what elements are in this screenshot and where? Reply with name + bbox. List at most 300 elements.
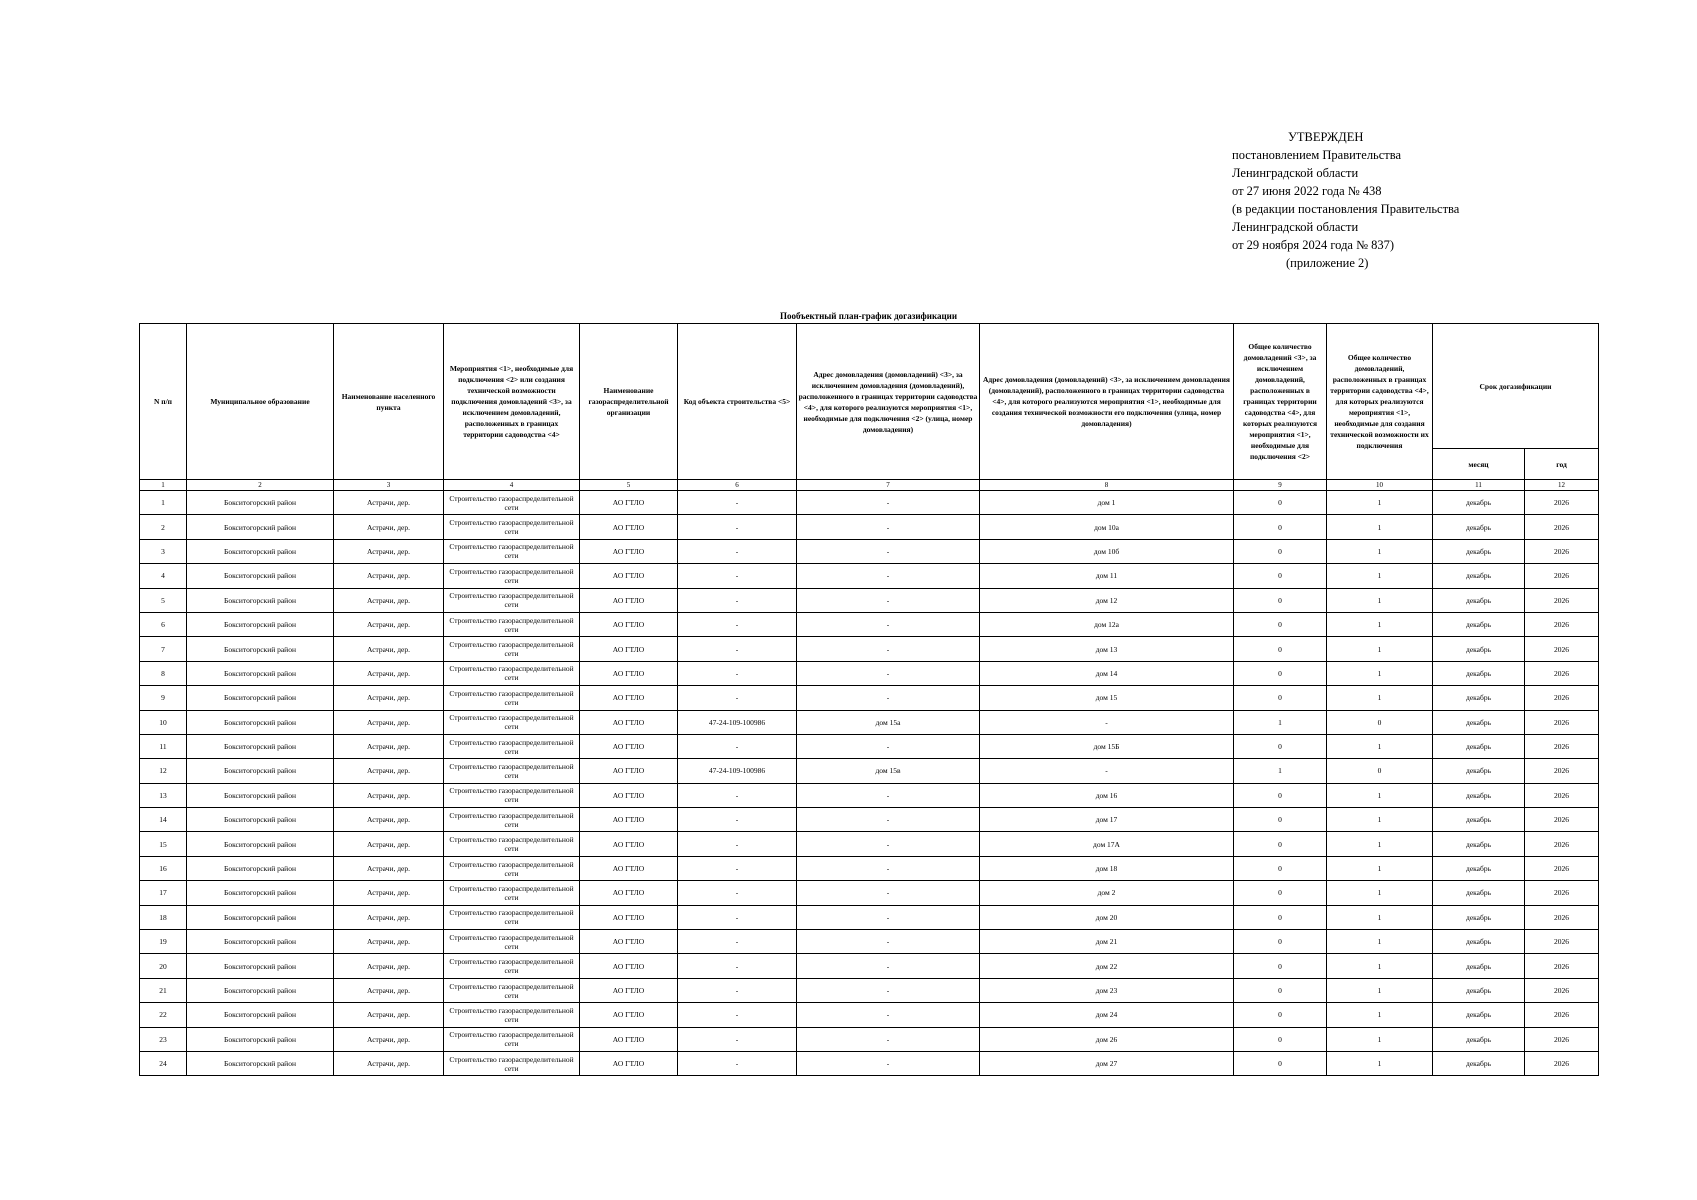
object-code-cell: -: [678, 686, 797, 710]
measure-cell: Строительство газораспределительной сети: [444, 564, 580, 588]
year-cell: 2026: [1525, 832, 1599, 856]
year-cell: 2026: [1525, 1027, 1599, 1051]
month-cell: декабрь: [1433, 491, 1525, 515]
measure-cell: Строительство газораспределительной сети: [444, 1051, 580, 1075]
table-row: [140, 686, 1599, 710]
count-connection-cell: 1: [1234, 759, 1327, 783]
organization-cell: АО ГТЛО: [580, 954, 678, 978]
month-cell: декабрь: [1433, 564, 1525, 588]
row-number: 18: [140, 905, 187, 929]
measure-cell: Строительство газораспределительной сети: [444, 637, 580, 661]
address-connection-cell: -: [797, 856, 980, 880]
row-number: 1: [140, 491, 187, 515]
object-code-cell: -: [678, 564, 797, 588]
month-cell: декабрь: [1433, 954, 1525, 978]
organization-cell: АО ГТЛО: [580, 491, 678, 515]
address-connection-cell: -: [797, 588, 980, 612]
count-connection-cell: 0: [1234, 612, 1327, 636]
measure-cell: Строительство газораспределительной сети: [444, 759, 580, 783]
table-row: [140, 1003, 1599, 1027]
column-number: 4: [444, 480, 580, 491]
row-number: 24: [140, 1051, 187, 1075]
header-gas-organization: Наименование газораспределительной организации: [580, 324, 678, 480]
count-connection-cell: 0: [1234, 930, 1327, 954]
year-cell: 2026: [1525, 491, 1599, 515]
measure-cell: Строительство газораспределительной сети: [444, 1003, 580, 1027]
measure-cell: Строительство газораспределительной сети: [444, 539, 580, 563]
municipality-cell: Бокситогорский район: [187, 1027, 334, 1051]
object-code-cell: -: [678, 808, 797, 832]
address-technical-cell: дом 12: [980, 588, 1234, 612]
count-gardening-cell: 1: [1327, 564, 1433, 588]
count-connection-cell: 0: [1234, 588, 1327, 612]
address-technical-cell: дом 11: [980, 564, 1234, 588]
year-cell: 2026: [1525, 637, 1599, 661]
column-number: 12: [1525, 480, 1599, 491]
table-row: [140, 930, 1599, 954]
count-connection-cell: 0: [1234, 954, 1327, 978]
organization-cell: АО ГТЛО: [580, 930, 678, 954]
address-connection-cell: -: [797, 637, 980, 661]
header-count-connection: Общее количество домовладений <3>, за исключением домовладений, расположенных в границах территории садоводства <4>, для которых реализуются мероприятия <1>, необходимые для подключения <2>: [1234, 324, 1327, 480]
municipality-cell: Бокситогорский район: [187, 491, 334, 515]
table-row: [140, 832, 1599, 856]
object-code-cell: -: [678, 491, 797, 515]
address-connection-cell: -: [797, 686, 980, 710]
row-number: 19: [140, 930, 187, 954]
organization-cell: АО ГТЛО: [580, 759, 678, 783]
measure-cell: Строительство газораспределительной сети: [444, 491, 580, 515]
header-settlement: Наименование населенного пункта: [334, 324, 444, 480]
address-connection-cell: -: [797, 1027, 980, 1051]
count-gardening-cell: 1: [1327, 954, 1433, 978]
approval-appendix: (приложение 2): [1286, 256, 1369, 270]
month-cell: декабрь: [1433, 905, 1525, 929]
approval-line: Ленинградской области: [1232, 220, 1359, 234]
settlement-cell: Астрачи, дер.: [334, 808, 444, 832]
count-gardening-cell: 1: [1327, 930, 1433, 954]
object-code-cell: -: [678, 954, 797, 978]
organization-cell: АО ГТЛО: [580, 783, 678, 807]
address-technical-cell: дом 17А: [980, 832, 1234, 856]
address-technical-cell: дом 24: [980, 1003, 1234, 1027]
object-code-cell: -: [678, 783, 797, 807]
address-connection-cell: -: [797, 661, 980, 685]
row-number: 12: [140, 759, 187, 783]
table-row: [140, 978, 1599, 1002]
column-number: 10: [1327, 480, 1433, 491]
column-number: 3: [334, 480, 444, 491]
address-connection-cell: -: [797, 808, 980, 832]
address-connection-cell: -: [797, 491, 980, 515]
settlement-cell: Астрачи, дер.: [334, 905, 444, 929]
year-cell: 2026: [1525, 588, 1599, 612]
row-number: 2: [140, 515, 187, 539]
year-cell: 2026: [1525, 856, 1599, 880]
organization-cell: АО ГТЛО: [580, 905, 678, 929]
table-row: [140, 856, 1599, 880]
organization-cell: АО ГТЛО: [580, 881, 678, 905]
settlement-cell: Астрачи, дер.: [334, 930, 444, 954]
settlement-cell: Астрачи, дер.: [334, 710, 444, 734]
header-deadline: Срок догазификации: [1433, 324, 1599, 449]
count-connection-cell: 0: [1234, 832, 1327, 856]
approval-line: от 29 ноября 2024 года № 837): [1232, 238, 1395, 252]
row-number: 20: [140, 954, 187, 978]
month-cell: декабрь: [1433, 856, 1525, 880]
count-connection-cell: 0: [1234, 661, 1327, 685]
address-connection-cell: -: [797, 612, 980, 636]
object-code-cell: -: [678, 905, 797, 929]
address-connection-cell: -: [797, 930, 980, 954]
organization-cell: АО ГТЛО: [580, 856, 678, 880]
measure-cell: Строительство газораспределительной сети: [444, 832, 580, 856]
address-technical-cell: дом 12а: [980, 612, 1234, 636]
municipality-cell: Бокситогорский район: [187, 905, 334, 929]
object-code-cell: -: [678, 1027, 797, 1051]
year-cell: 2026: [1525, 539, 1599, 563]
column-number: 9: [1234, 480, 1327, 491]
count-connection-cell: 0: [1234, 515, 1327, 539]
organization-cell: АО ГТЛО: [580, 978, 678, 1002]
address-connection-cell: -: [797, 1003, 980, 1027]
address-connection-cell: -: [797, 1051, 980, 1075]
row-number: 21: [140, 978, 187, 1002]
address-connection-cell: -: [797, 734, 980, 758]
settlement-cell: Астрачи, дер.: [334, 637, 444, 661]
count-gardening-cell: 1: [1327, 783, 1433, 807]
count-connection-cell: 0: [1234, 856, 1327, 880]
settlement-cell: Астрачи, дер.: [334, 759, 444, 783]
settlement-cell: Астрачи, дер.: [334, 686, 444, 710]
header-year: год: [1525, 449, 1599, 480]
count-gardening-cell: 1: [1327, 1051, 1433, 1075]
object-code-cell: -: [678, 588, 797, 612]
object-code-cell: -: [678, 856, 797, 880]
address-technical-cell: дом 16: [980, 783, 1234, 807]
municipality-cell: Бокситогорский район: [187, 539, 334, 563]
count-connection-cell: 0: [1234, 491, 1327, 515]
address-connection-cell: -: [797, 515, 980, 539]
approval-line: (в редакции постановления Правительства: [1232, 202, 1460, 216]
row-number: 10: [140, 710, 187, 734]
municipality-cell: Бокситогорский район: [187, 954, 334, 978]
measure-cell: Строительство газораспределительной сети: [444, 954, 580, 978]
header-measures: Мероприятия <1>, необходимые для подключения <2> или создания технической возможности подключения домовладений <3>, за исключением домовладений, расположенных в границах территории садоводства <4>: [444, 324, 580, 480]
month-cell: декабрь: [1433, 1027, 1525, 1051]
object-code-cell: -: [678, 539, 797, 563]
month-cell: декабрь: [1433, 832, 1525, 856]
year-cell: 2026: [1525, 515, 1599, 539]
month-cell: декабрь: [1433, 539, 1525, 563]
month-cell: декабрь: [1433, 515, 1525, 539]
table-row: [140, 637, 1599, 661]
approval-line: от 27 июня 2022 года № 438: [1232, 184, 1382, 198]
municipality-cell: Бокситогорский район: [187, 710, 334, 734]
count-gardening-cell: 1: [1327, 491, 1433, 515]
table-row: [140, 954, 1599, 978]
header-count-gardening: Общее количество домовладений, расположенных в границах территории садоводства <4>, для которых реализуются мероприятия <1>, необходимые для создания технической возможности их подключения: [1327, 324, 1433, 480]
approval-title: УТВЕРЖДЕН: [1288, 130, 1364, 144]
measure-cell: Строительство газораспределительной сети: [444, 710, 580, 734]
column-number: 5: [580, 480, 678, 491]
year-cell: 2026: [1525, 759, 1599, 783]
address-technical-cell: дом 15: [980, 686, 1234, 710]
header-object-code: Код объекта строительства <5>: [678, 324, 797, 480]
settlement-cell: Астрачи, дер.: [334, 661, 444, 685]
measure-cell: Строительство газораспределительной сети: [444, 661, 580, 685]
measure-cell: Строительство газораспределительной сети: [444, 808, 580, 832]
settlement-cell: Астрачи, дер.: [334, 783, 444, 807]
settlement-cell: Астрачи, дер.: [334, 1003, 444, 1027]
municipality-cell: Бокситогорский район: [187, 759, 334, 783]
object-code-cell: 47-24-109-100986: [678, 759, 797, 783]
table-row: [140, 588, 1599, 612]
month-cell: декабрь: [1433, 930, 1525, 954]
year-cell: 2026: [1525, 710, 1599, 734]
organization-cell: АО ГТЛО: [580, 588, 678, 612]
row-number: 11: [140, 734, 187, 758]
year-cell: 2026: [1525, 1003, 1599, 1027]
year-cell: 2026: [1525, 734, 1599, 758]
object-code-cell: -: [678, 612, 797, 636]
month-cell: декабрь: [1433, 978, 1525, 1002]
year-cell: 2026: [1525, 1051, 1599, 1075]
row-number: 23: [140, 1027, 187, 1051]
row-number: 16: [140, 856, 187, 880]
settlement-cell: Астрачи, дер.: [334, 515, 444, 539]
table-row: [140, 783, 1599, 807]
year-cell: 2026: [1525, 783, 1599, 807]
municipality-cell: Бокситогорский район: [187, 661, 334, 685]
organization-cell: АО ГТЛО: [580, 661, 678, 685]
month-cell: декабрь: [1433, 710, 1525, 734]
measure-cell: Строительство газораспределительной сети: [444, 612, 580, 636]
address-connection-cell: дом 15в: [797, 759, 980, 783]
year-cell: 2026: [1525, 978, 1599, 1002]
month-cell: декабрь: [1433, 759, 1525, 783]
schedule-table: [139, 323, 1599, 1076]
row-number: 4: [140, 564, 187, 588]
address-technical-cell: дом 21: [980, 930, 1234, 954]
count-connection-cell: 0: [1234, 564, 1327, 588]
settlement-cell: Астрачи, дер.: [334, 588, 444, 612]
object-code-cell: -: [678, 1003, 797, 1027]
month-cell: декабрь: [1433, 588, 1525, 612]
address-connection-cell: -: [797, 978, 980, 1002]
address-connection-cell: -: [797, 539, 980, 563]
settlement-cell: Астрачи, дер.: [334, 954, 444, 978]
row-number: 13: [140, 783, 187, 807]
year-cell: 2026: [1525, 930, 1599, 954]
address-technical-cell: дом 2: [980, 881, 1234, 905]
row-number: 6: [140, 612, 187, 636]
count-connection-cell: 0: [1234, 783, 1327, 807]
settlement-cell: Астрачи, дер.: [334, 539, 444, 563]
address-technical-cell: дом 22: [980, 954, 1234, 978]
organization-cell: АО ГТЛО: [580, 734, 678, 758]
measure-cell: Строительство газораспределительной сети: [444, 734, 580, 758]
object-code-cell: -: [678, 978, 797, 1002]
year-cell: 2026: [1525, 564, 1599, 588]
municipality-cell: Бокситогорский район: [187, 978, 334, 1002]
table-row: [140, 515, 1599, 539]
table-row: [140, 1051, 1599, 1075]
address-connection-cell: -: [797, 881, 980, 905]
table-row: [140, 710, 1599, 734]
municipality-cell: Бокситогорский район: [187, 588, 334, 612]
settlement-cell: Астрачи, дер.: [334, 564, 444, 588]
object-code-cell: -: [678, 734, 797, 758]
municipality-cell: Бокситогорский район: [187, 1051, 334, 1075]
organization-cell: АО ГТЛО: [580, 612, 678, 636]
table-row: [140, 539, 1599, 563]
header-address-connection: Адрес домовладения (домовладений) <3>, за исключением домовладения (домовладений), расположенного в границах территории садоводства <4>, для которого реализуются мероприятия <1>, необходимые для подключения <2> (улица, номер домовладения): [797, 324, 980, 480]
address-connection-cell: -: [797, 954, 980, 978]
count-gardening-cell: 1: [1327, 905, 1433, 929]
header-address-technical: Адрес домовладения (домовладений) <3>, за исключением домовладения (домовладений), расположенного в границах территории садоводства <4>, для которого реализуются мероприятия <1>, необходимые для создания технической возможности его подключения (улица, номер домовладения): [980, 324, 1234, 480]
month-cell: декабрь: [1433, 783, 1525, 807]
count-gardening-cell: 1: [1327, 856, 1433, 880]
header-number: N п/п: [140, 324, 187, 480]
measure-cell: Строительство газораспределительной сети: [444, 783, 580, 807]
measure-cell: Строительство газораспределительной сети: [444, 978, 580, 1002]
approval-block: [1232, 128, 1532, 272]
measure-cell: Строительство газораспределительной сети: [444, 930, 580, 954]
organization-cell: АО ГТЛО: [580, 1003, 678, 1027]
measure-cell: Строительство газораспределительной сети: [444, 588, 580, 612]
count-gardening-cell: 1: [1327, 637, 1433, 661]
settlement-cell: Астрачи, дер.: [334, 881, 444, 905]
column-number: 6: [678, 480, 797, 491]
year-cell: 2026: [1525, 808, 1599, 832]
table-body: [140, 491, 1599, 1076]
table-title: Пообъектный план-график догазификации: [779, 311, 958, 321]
municipality-cell: Бокситогорский район: [187, 637, 334, 661]
year-cell: 2026: [1525, 954, 1599, 978]
organization-cell: АО ГТЛО: [580, 564, 678, 588]
year-cell: 2026: [1525, 661, 1599, 685]
count-gardening-cell: 1: [1327, 661, 1433, 685]
count-gardening-cell: 0: [1327, 710, 1433, 734]
count-gardening-cell: 1: [1327, 588, 1433, 612]
measure-cell: Строительство газораспределительной сети: [444, 905, 580, 929]
table-row: [140, 661, 1599, 685]
address-technical-cell: дом 14: [980, 661, 1234, 685]
object-code-cell: -: [678, 515, 797, 539]
month-cell: декабрь: [1433, 661, 1525, 685]
count-gardening-cell: 1: [1327, 978, 1433, 1002]
table-row: [140, 759, 1599, 783]
measure-cell: Строительство газораспределительной сети: [444, 881, 580, 905]
settlement-cell: Астрачи, дер.: [334, 1027, 444, 1051]
address-connection-cell: дом 15а: [797, 710, 980, 734]
settlement-cell: Астрачи, дер.: [334, 734, 444, 758]
year-cell: 2026: [1525, 881, 1599, 905]
count-gardening-cell: 0: [1327, 759, 1433, 783]
settlement-cell: Астрачи, дер.: [334, 612, 444, 636]
address-technical-cell: дом 13: [980, 637, 1234, 661]
municipality-cell: Бокситогорский район: [187, 808, 334, 832]
measure-cell: Строительство газораспределительной сети: [444, 686, 580, 710]
header-month: месяц: [1433, 449, 1525, 480]
month-cell: декабрь: [1433, 637, 1525, 661]
month-cell: декабрь: [1433, 612, 1525, 636]
row-number: 22: [140, 1003, 187, 1027]
organization-cell: АО ГТЛО: [580, 1051, 678, 1075]
organization-cell: АО ГТЛО: [580, 686, 678, 710]
address-connection-cell: -: [797, 905, 980, 929]
count-connection-cell: 0: [1234, 881, 1327, 905]
municipality-cell: Бокситогорский район: [187, 783, 334, 807]
month-cell: декабрь: [1433, 881, 1525, 905]
address-technical-cell: -: [980, 759, 1234, 783]
table-row: [140, 808, 1599, 832]
table-row: [140, 734, 1599, 758]
count-gardening-cell: 1: [1327, 734, 1433, 758]
count-gardening-cell: 1: [1327, 686, 1433, 710]
count-connection-cell: 0: [1234, 905, 1327, 929]
count-gardening-cell: 1: [1327, 1027, 1433, 1051]
count-connection-cell: 0: [1234, 1003, 1327, 1027]
count-connection-cell: 1: [1234, 710, 1327, 734]
address-connection-cell: -: [797, 783, 980, 807]
object-code-cell: -: [678, 930, 797, 954]
municipality-cell: Бокситогорский район: [187, 881, 334, 905]
municipality-cell: Бокситогорский район: [187, 1003, 334, 1027]
organization-cell: АО ГТЛО: [580, 637, 678, 661]
column-number: 2: [187, 480, 334, 491]
address-technical-cell: дом 17: [980, 808, 1234, 832]
measure-cell: Строительство газораспределительной сети: [444, 515, 580, 539]
count-gardening-cell: 1: [1327, 539, 1433, 563]
organization-cell: АО ГТЛО: [580, 832, 678, 856]
count-gardening-cell: 1: [1327, 832, 1433, 856]
count-connection-cell: 0: [1234, 734, 1327, 758]
measure-cell: Строительство газораспределительной сети: [444, 856, 580, 880]
count-connection-cell: 0: [1234, 1051, 1327, 1075]
measure-cell: Строительство газораспределительной сети: [444, 1027, 580, 1051]
address-technical-cell: дом 10б: [980, 539, 1234, 563]
table-row: [140, 1027, 1599, 1051]
table-row: [140, 612, 1599, 636]
address-technical-cell: дом 15Б: [980, 734, 1234, 758]
municipality-cell: Бокситогорский район: [187, 612, 334, 636]
settlement-cell: Астрачи, дер.: [334, 491, 444, 515]
year-cell: 2026: [1525, 686, 1599, 710]
address-connection-cell: -: [797, 564, 980, 588]
count-connection-cell: 0: [1234, 686, 1327, 710]
table-row: [140, 905, 1599, 929]
address-technical-cell: дом 20: [980, 905, 1234, 929]
settlement-cell: Астрачи, дер.: [334, 978, 444, 1002]
approval-line: Ленинградской области: [1232, 166, 1359, 180]
municipality-cell: Бокситогорский район: [187, 564, 334, 588]
count-gardening-cell: 1: [1327, 612, 1433, 636]
address-technical-cell: дом 10а: [980, 515, 1234, 539]
object-code-cell: 47-24-109-100986: [678, 710, 797, 734]
count-connection-cell: 0: [1234, 1027, 1327, 1051]
object-code-cell: -: [678, 661, 797, 685]
column-number-row: [140, 480, 1599, 491]
object-code-cell: -: [678, 637, 797, 661]
municipality-cell: Бокситогорский район: [187, 856, 334, 880]
row-number: 14: [140, 808, 187, 832]
municipality-cell: Бокситогорский район: [187, 734, 334, 758]
table-row: [140, 564, 1599, 588]
organization-cell: АО ГТЛО: [580, 710, 678, 734]
object-code-cell: -: [678, 881, 797, 905]
